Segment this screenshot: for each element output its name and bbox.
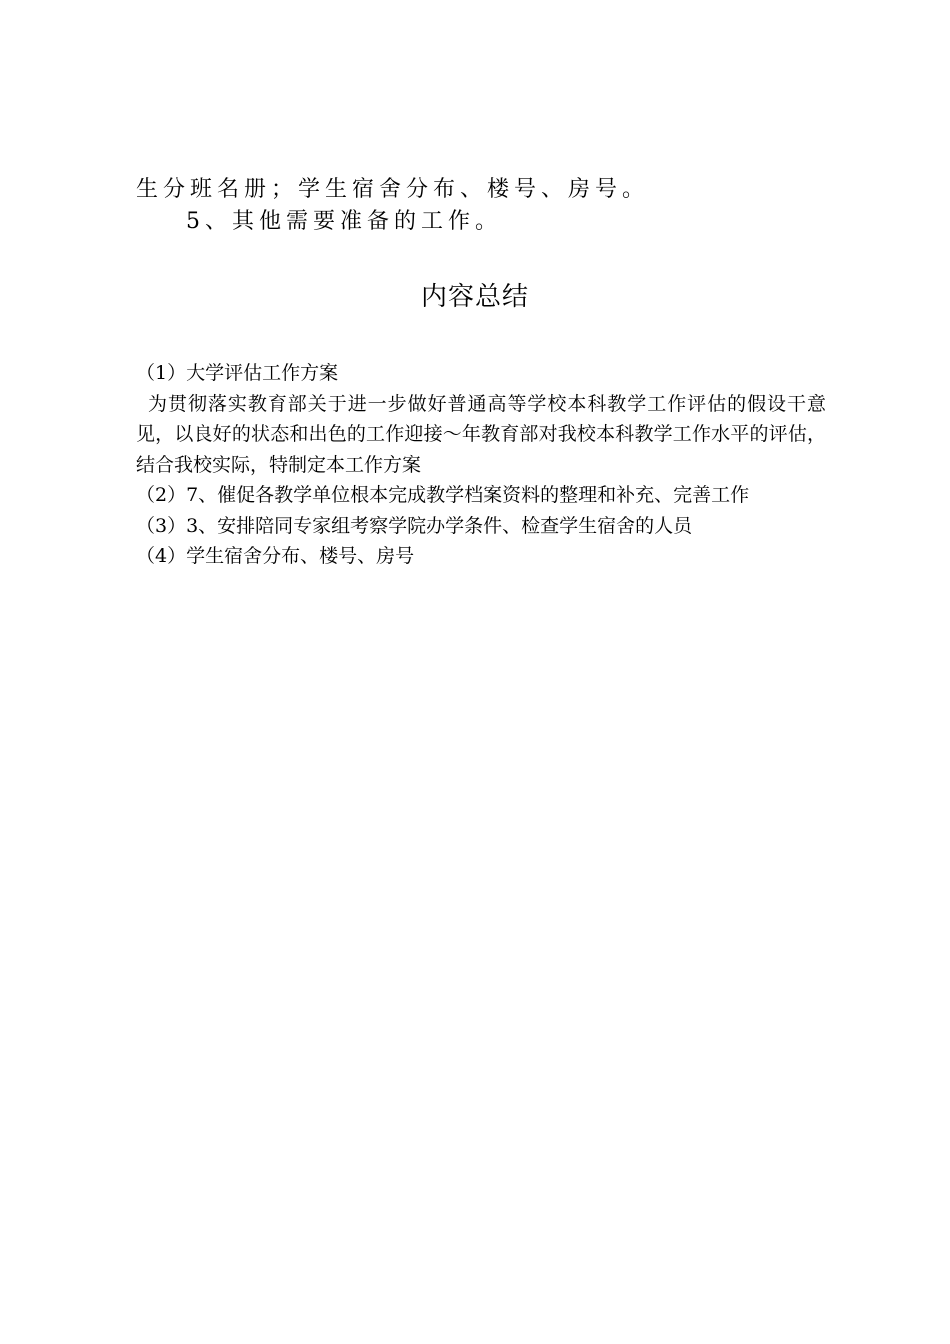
summary-item-3: （3）3、安排陪同专家组考察学院办学条件、检查学生宿舍的人员 [136, 514, 693, 537]
continuation-line-2: 5、其他需要准备的工作。 [186, 209, 502, 234]
summary-item-1: （1）大学评估工作方案 [136, 362, 339, 384]
summary-item-4: （4）学生宿舍分布、楼号、房号 [136, 545, 415, 567]
summary-item-2: （2）7、催促各教学单位根本完成教学档案资料的整理和补充、完善工作 [136, 484, 750, 506]
summary-body [136, 358, 826, 572]
continuation-line-1: 生分班名册；学生宿舍分布、楼号、房号。 [136, 177, 650, 202]
summary-title: 内容总结 [420, 282, 529, 312]
summary-paragraph: 为贯彻落实教育部关于进一步做好普通高等学校本科教学工作评估的假设干意见，以良好的状态和出色的工作迎接～年教育部对我校本科教学工作水平的评估，结合我校实际，特制定本工作方案 [136, 392, 826, 476]
